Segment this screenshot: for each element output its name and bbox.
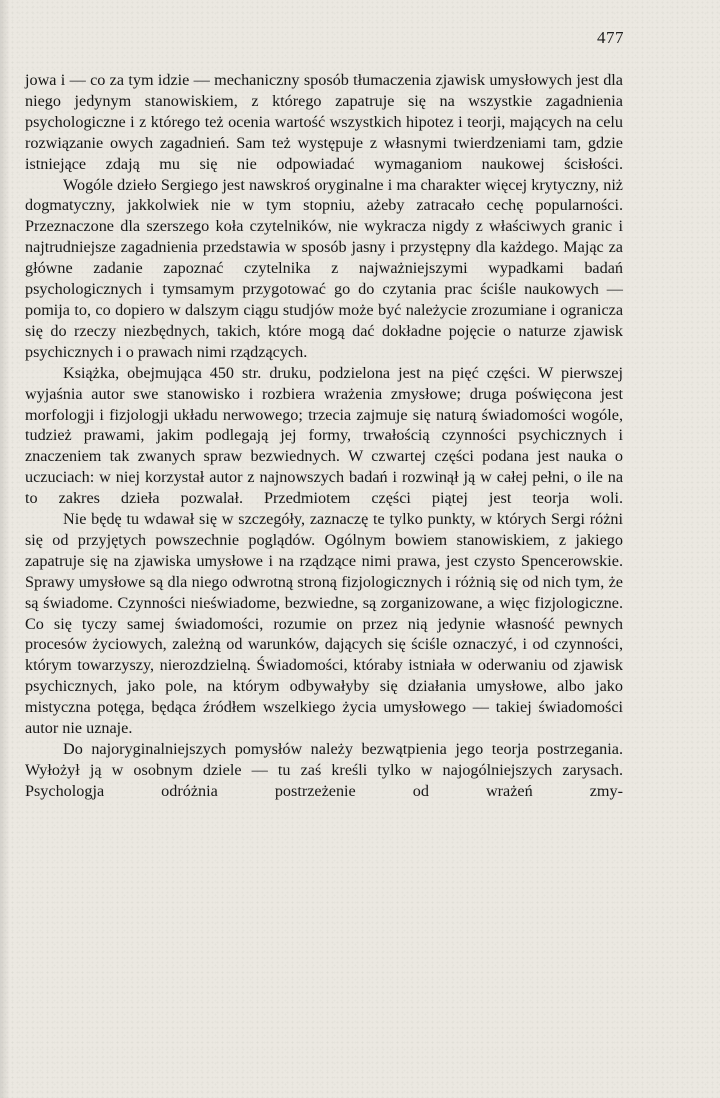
page-number: 477 [597,28,624,47]
paragraph-4: Nie będę tu wdawał się w szczegóły, zaznaczę te tylko punkty, w których Sergi różni się od przyjętych powszechnie poglądów. Ogólnym bowiem stanowiskiem, z jakiego zapatruje się na zjawiska umysłowe i na rządzące nimi prawa, jest czysto Spencerowskie. Sprawy umysłowe są dla niego odwrotną stroną fizjologicznych i różnią się od nich tym, że są świadome. Czynności nieświadome, bezwiedne, są zorganizowane, a więc fizjologiczne. Co się tyczy samej świadomości, rozumie on przez nią jedynie własność pewnych procesów życiowych, zależną od warunków, dających się ściśle oznaczyć, i od czynności, którym towarzyszy, nierozdzielną. Świadomości, któraby istniała w oderwaniu od zjawisk psychicznych, jako pole, na którym odbywałyby się działania umysłowe, albo jako mistyczna potęga, będąca źródłem wszelkiego życia umysłowego — takiej świadomości autor nie uznaje. [25,510,623,738]
body-text [25,70,623,802]
paragraph-3: Książka, obejmująca 450 str. druku, podzielona jest na pięć części. W pierwszej wyjaśnia autor swe stanowisko i rozbiera wrażenia zmysłowe; druga poświęcona jest morfologji i fizjologji układu nerwowego; trzecia zajmuje się naturą świadomości wogóle, tudzież prawami, jakim podlegają jej formy, trwałością czynności psychicznych i znaczeniem tak zwanych spraw bezwiednych. W czwartej części podana jest nauka o uczuciach: w niej korzystał autor z najnowszych badań i rozwinął ją w całej pełni, o ile na to zakres dzieła pozwalał. Przedmiotem części piątej jest teorja woli. [25,363,623,508]
paragraph-1: jowa i — co za tym idzie — mechaniczny sposób tłumaczenia zjawisk umysłowych jest dla niego jedynym stanowiskiem, z którego zapatruje się na wszystkie zagadnienia psychologiczne i z którego też ocenia wartość wszystkich hipotez i teorji, mających na celu rozwiązanie owych zagadnień. Sam też występuje z własnymi twierdzeniami tam, gdzie istniejące zdają mu się nie odpowiadać wymaganiom naukowej ścisłości. [25,71,623,173]
paragraph-2: Wogóle dzieło Sergiego jest nawskroś oryginalne i ma charakter więcej krytyczny, niż dogmatyczny, jakkolwiek nie w tym stopniu, ażeby zatracało cechę popularności. Przeznaczone dla szerszego koła czytelników, nie wykracza nigdy z właściwych granic i najtrudniejsze zagadnienia przedstawia w sposób jasny i przystępny dla każdego. Mając za główne zadanie zapoznać czytelnika z najważniejszymi wypadkami badań psychologicznych i tymsamym przygotować go do czytania prac ściśle naukowych — pomija to, co dopiero w dalszym ciągu studjów może być należycie zrozumiane i ogranicza się do rzeczy niezbędnych, takich, które mogą dać dokładne pojęcie o naturze zjawisk psychicznych i o prawach nimi rządzących. [25,175,623,361]
paragraph-5: Do najoryginalniejszych pomysłów należy bezwątpienia jego teorja postrzegania. Wyłożył ją w osobnym dziele — tu zaś kreśli tylko w najogólniejszych zarysach. Psychologja odróżnia postrzeżenie od wrażeń zmy- [25,740,623,800]
binding-edge-shadow [0,0,10,1098]
